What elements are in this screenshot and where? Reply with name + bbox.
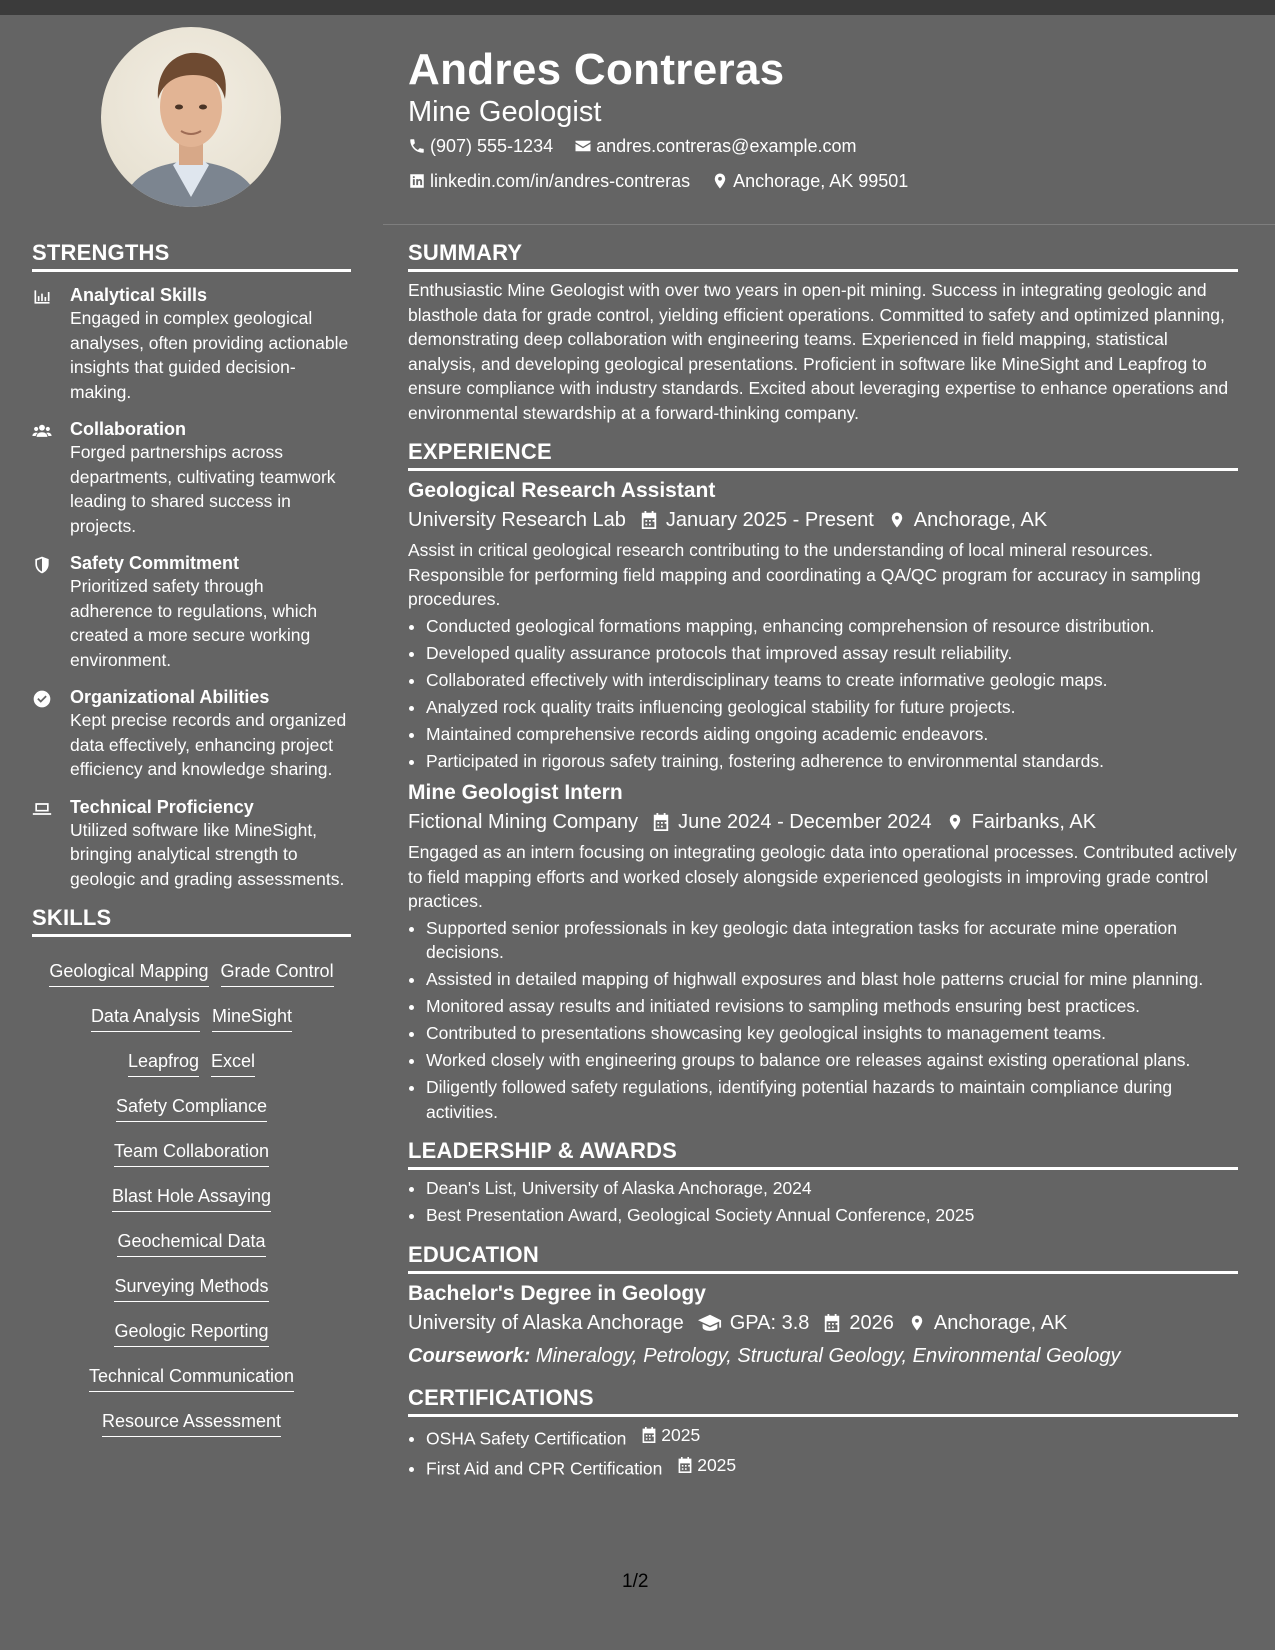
strengths-heading: STRENGTHS: [32, 240, 351, 272]
leadership-list: [408, 1176, 1238, 1228]
map-pin-icon: [946, 812, 964, 832]
top-bar: [0, 0, 1275, 15]
phone-text: (907) 555-1234: [430, 136, 554, 156]
list-item: • Best Presentation Award, Geological Society Annual Conference, 2025: [426, 1203, 1238, 1228]
phone-icon: [408, 137, 426, 155]
strength-title: Analytical Skills: [70, 285, 208, 305]
strength-title: Collaboration: [70, 419, 186, 439]
skill-tag: Team Collaboration: [114, 1139, 269, 1167]
education-section: [408, 1242, 1238, 1371]
contact-line-1: [408, 130, 1238, 165]
school-name: University of Alaska Anchorage: [408, 1311, 684, 1334]
strength-desc: Utilized software like MineSight, bringing analytical strength to geologic and grading assessments.: [70, 819, 345, 889]
map-pin-icon: [888, 510, 906, 530]
job-bullets: [408, 614, 1238, 774]
cert-name: OSHA Safety Certification: [426, 1427, 627, 1448]
job-entry: [408, 477, 1238, 773]
strength-title: Technical Proficiency: [70, 796, 254, 817]
list-item: • Assisted in detailed mapping of highwall exposures and blast hole patterns crucial for mine planning.: [426, 967, 1238, 992]
list-item: [426, 1423, 1238, 1451]
skill-tag: Blast Hole Assaying: [112, 1184, 271, 1212]
coursework: [408, 1341, 1238, 1371]
gpa-text: GPA: 3.8: [729, 1311, 810, 1334]
left-column: [32, 240, 351, 1444]
graduation-year-text: 2026: [849, 1311, 894, 1334]
strength-item: [32, 796, 351, 892]
calendar-icon: [640, 510, 658, 530]
email-contact[interactable]: [574, 130, 856, 162]
job-company: Fictional Mining Company: [408, 811, 639, 833]
cert-date: [677, 1453, 736, 1478]
job-company: University Research Lab: [408, 509, 626, 531]
email-text[interactable]: andres.contreras@example.com: [596, 136, 857, 156]
linkedin-text[interactable]: linkedin.com/in/andres-contreras: [430, 171, 691, 191]
list-item: • Maintained comprehensive records aiding ongoing academic endeavors.: [426, 722, 1238, 747]
experience-heading: EXPERIENCE: [408, 439, 1238, 471]
skills-list: [32, 949, 351, 1444]
graduation-year: [823, 1308, 894, 1338]
skill-tag: Leapfrog: [128, 1049, 199, 1077]
profile-photo-illustration: [101, 27, 281, 207]
job-location: [888, 505, 1047, 535]
strength-title: Organizational Abilities: [70, 687, 270, 707]
job-dates-text: January 2025 - Present: [665, 509, 874, 531]
strength-title: Safety Commitment: [70, 553, 240, 573]
summary-heading: SUMMARY: [408, 240, 1238, 272]
degree-title: Bachelor's Degree in Geology: [408, 1281, 706, 1305]
summary-text: Enthusiastic Mine Geologist with over two years in open-pit mining. Success in integrating geologic and blasthole data for grade control, yielding efficient operations. Committed to safety and optimized planning, demonstrating deep collaboration with engineering teams. Experienced in field mapping, statistical analysis, and developing geological presentations. Proficient in software like MineSight and Leapfrog to ensure compliance with industry standards. Excited about leveraging expertise to enhance operations and environmental stewardship at a forward-thinking company.: [408, 280, 1229, 423]
job-dates: [652, 807, 932, 837]
list-item: • Analyzed rock quality traits influencing geological stability for future projects.: [426, 695, 1238, 720]
skill-tag: Data Analysis: [91, 1004, 200, 1032]
cert-date: [641, 1423, 700, 1448]
map-pin-icon: [908, 1313, 926, 1333]
chart-icon: [32, 287, 52, 307]
calendar-icon: [823, 1313, 841, 1333]
users-icon: [32, 421, 52, 441]
envelope-icon: [574, 137, 592, 155]
coursework-text: Mineralogy, Petrology, Structural Geology, Environmental Geology: [535, 1344, 1121, 1367]
list-item: • Monitored assay results and initiated revisions to sampling methods ensuring best practices.: [426, 994, 1238, 1019]
location-text: Anchorage, AK 99501: [733, 171, 909, 191]
list-item: • Worked closely with engineering groups to balance ore releases against existing operational plans.: [426, 1048, 1238, 1073]
job-dates-text: June 2024 - December 2024: [678, 811, 932, 833]
job-location: [946, 807, 1097, 837]
leadership-section: [408, 1138, 1238, 1228]
skill-tag: Safety Compliance: [116, 1094, 267, 1122]
list-item: • Supported senior professionals in key geologic data integration tasks for accurate mine operation decisions.: [426, 916, 1238, 965]
strength-item: [32, 418, 351, 538]
job-dates: [640, 505, 874, 535]
education-meta: [408, 1308, 1238, 1338]
cert-name: First Aid and CPR Certification: [426, 1458, 663, 1478]
cert-year: 2025: [661, 1424, 701, 1445]
strength-desc: Kept precise records and organized data effectively, enhancing project efficiency and knowledge sharing.: [70, 710, 347, 779]
education-heading: EDUCATION: [408, 1242, 1238, 1274]
list-item: • Conducted geological formations mapping, enhancing comprehension of resource distribution.: [426, 614, 1238, 639]
strength-item: [32, 686, 351, 782]
gpa: [698, 1308, 810, 1338]
strength-desc: Forged partnerships across departments, cultivating teamwork leading to shared success in projects.: [70, 442, 336, 536]
location-contact: [711, 165, 908, 197]
leadership-heading: LEADERSHIP & AWARDS: [408, 1138, 1238, 1170]
strength-desc: Prioritized safety through adherence to regulations, which created a more secure working environment.: [70, 576, 318, 670]
candidate-role: Mine Geologist: [408, 96, 602, 128]
graduation-cap-icon: [698, 1313, 722, 1333]
job-title: Mine Geologist Intern: [408, 781, 623, 804]
skill-tag: Geologic Reporting: [114, 1319, 268, 1347]
resume-header: [408, 44, 1238, 200]
job-bullets: [408, 916, 1238, 1125]
certifications-heading: CERTIFICATIONS: [408, 1385, 1238, 1417]
list-item: • Diligently followed safety regulations, identifying potential hazards to maintain compliance during activities.: [426, 1075, 1238, 1124]
candidate-name: Andres Contreras: [408, 45, 785, 94]
list-item: [426, 1453, 1238, 1481]
experience-section: [408, 439, 1238, 1124]
job-title: Geological Research Assistant: [408, 479, 716, 502]
job-meta: [408, 505, 1238, 535]
skill-tag: Surveying Methods: [114, 1274, 268, 1302]
skills-heading: SKILLS: [32, 905, 351, 937]
page-number: 1/2: [622, 1571, 649, 1592]
header-divider: [383, 224, 1275, 225]
education-location-text: Anchorage, AK: [933, 1311, 1068, 1334]
strength-item: [32, 552, 351, 672]
certifications-list: [408, 1423, 1238, 1481]
skill-tag: MineSight: [212, 1004, 292, 1032]
calendar-icon: [641, 1426, 657, 1444]
job-description: Engaged as an intern focusing on integrating geologic data into operational processes. Contributed actively to field mapping efforts and worked closely alongside experienced geologists in improving grade control practices.: [408, 842, 1237, 911]
strength-desc: Engaged in complex geological analyses, often providing actionable insights that guided decision-making.: [70, 308, 349, 402]
laptop-icon: [32, 799, 52, 819]
education-location: [908, 1308, 1067, 1338]
contact-line-2: [408, 165, 1238, 200]
list-item: • Participated in rigorous safety training, fostering adherence to environmental standards.: [426, 749, 1238, 774]
calendar-icon: [677, 1456, 693, 1474]
job-location-text: Fairbanks, AK: [971, 811, 1097, 833]
strength-item: [32, 284, 351, 404]
skill-tag: Geochemical Data: [117, 1229, 265, 1257]
check-circle-icon: [32, 689, 52, 709]
job-description: Assist in critical geological research contributing to the understanding of local mineral resources. Responsible for performing field mapping and coordinating a QA/QC program for accuracy in sampling procedures.: [408, 540, 1201, 609]
list-item: • Collaborated effectively with interdisciplinary teams to create informative geologic maps.: [426, 668, 1238, 693]
phone-contact: [408, 130, 553, 162]
cert-year: 2025: [697, 1454, 737, 1475]
skill-tag: Excel: [211, 1049, 255, 1077]
profile-photo: [101, 27, 281, 207]
skill-tag: Geological Mapping: [49, 959, 208, 987]
certifications-section: [408, 1385, 1238, 1481]
right-column: [408, 240, 1238, 1495]
list-item: • Developed quality assurance protocols that improved assay result reliability.: [426, 641, 1238, 666]
skill-tag: Resource Assessment: [102, 1409, 281, 1437]
skill-tag: Technical Communication: [89, 1364, 294, 1392]
skill-tag: Grade Control: [221, 959, 334, 987]
job-location-text: Anchorage, AK: [913, 509, 1048, 531]
job-meta: [408, 807, 1238, 837]
calendar-icon: [652, 812, 670, 832]
shield-icon: [32, 555, 52, 575]
map-pin-icon: [711, 172, 729, 190]
linkedin-icon: [408, 172, 426, 190]
job-entry: [408, 779, 1238, 1124]
strengths-list: [32, 284, 351, 891]
list-item: • Contributed to presentations showcasing key geological insights to management teams.: [426, 1021, 1238, 1046]
summary-section: [408, 240, 1238, 425]
coursework-label: Coursework:: [408, 1344, 531, 1367]
linkedin-contact[interactable]: [408, 165, 690, 197]
list-item: • Dean's List, University of Alaska Anchorage, 2024: [426, 1176, 1238, 1201]
